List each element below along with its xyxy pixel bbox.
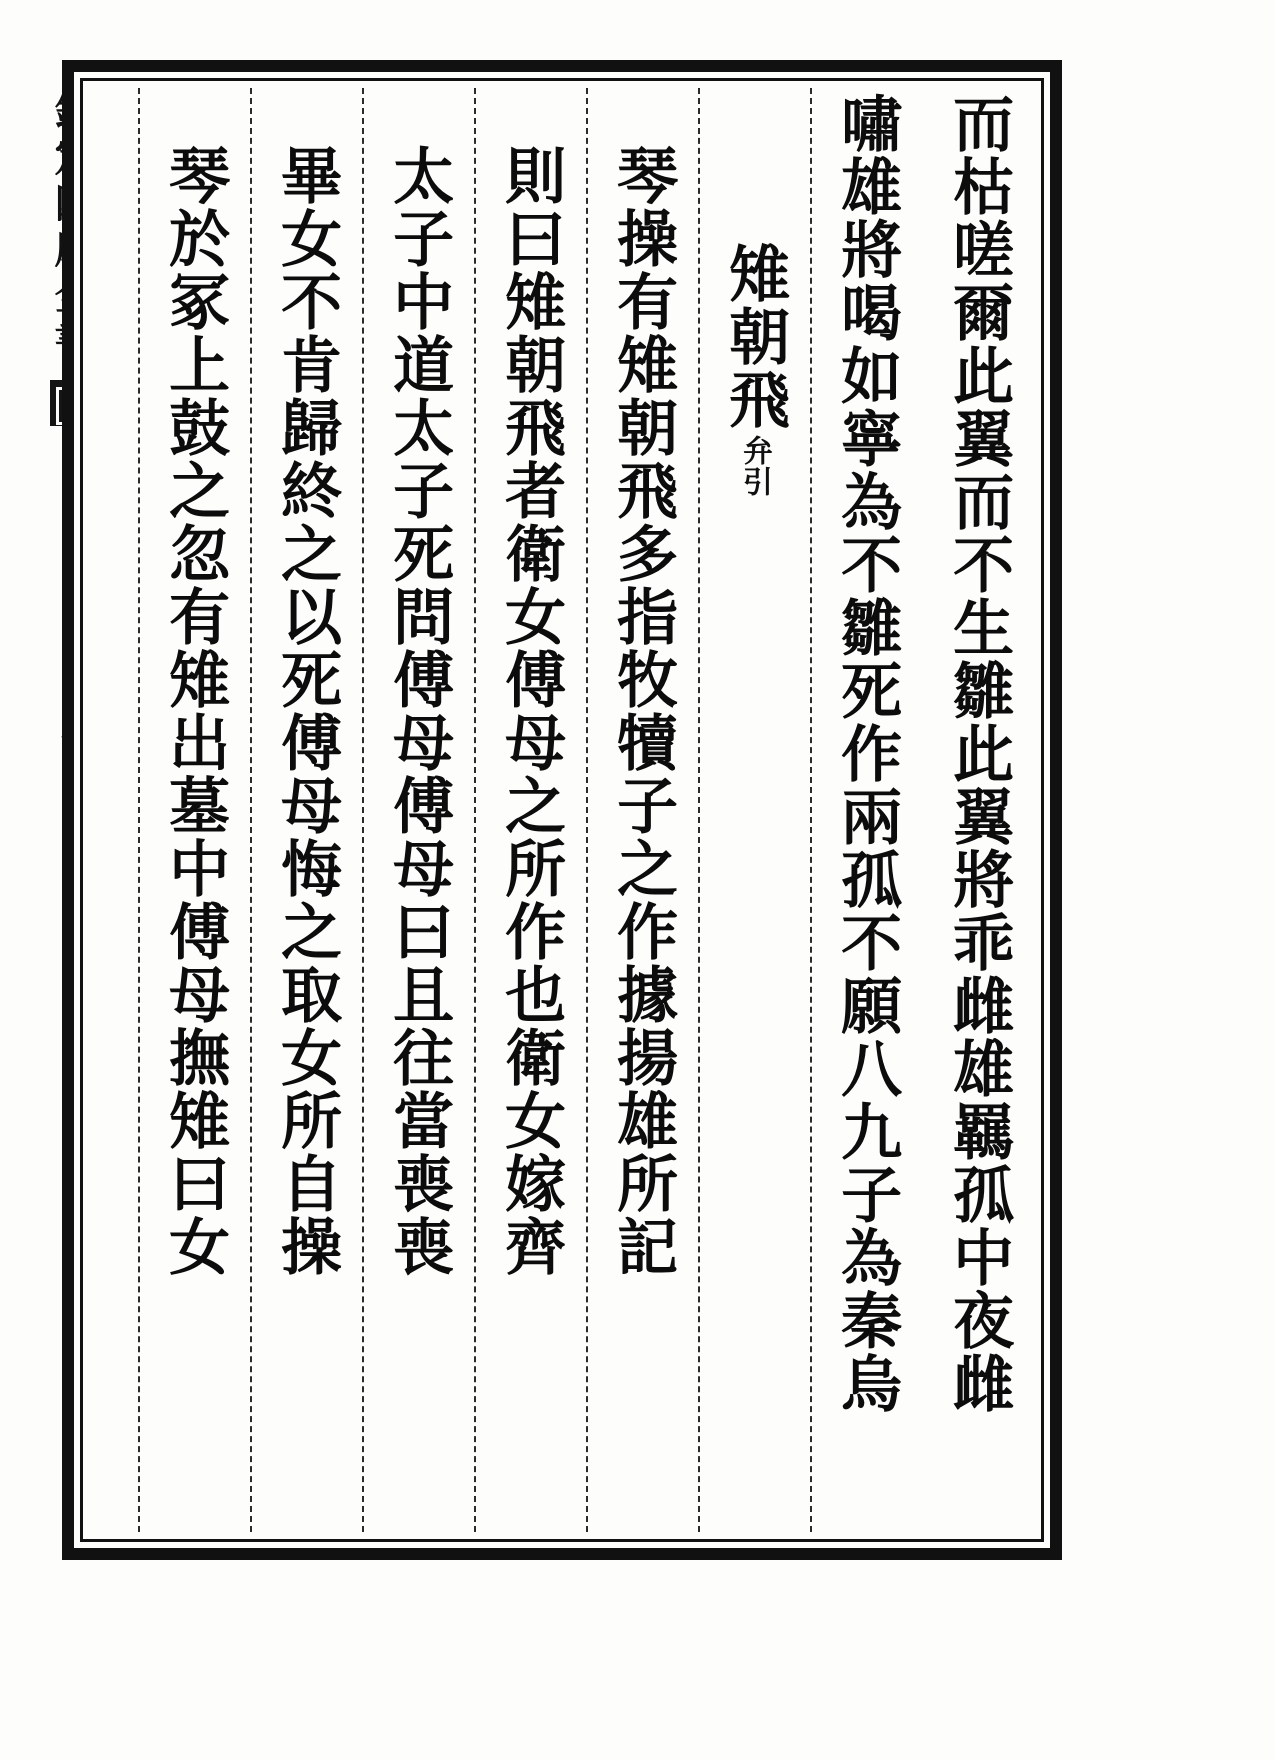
text-block-frame [62,60,1062,1560]
text-column [586,86,698,1534]
text-column [138,86,250,1534]
text-column [250,86,362,1534]
section-subtitle: 弁引 [737,435,772,497]
text-column [474,86,586,1534]
column-container [90,86,1034,1534]
text-column [362,86,474,1534]
column-text: 琴操有雉朝飛多指牧犢子之作據揚雄所記 [607,144,679,1278]
column-text: 而枯嗟爾此翼而不生雛此翼將乖雌雄羈孤中夜雌 [943,92,1015,1415]
column-text: 則曰雉朝飛者衛女傅母之所作也衛女嫁齊 [495,144,567,1278]
column-text: 琴於冢上鼓之忽有雉出墓中傅母撫雉曰女 [159,144,231,1278]
column-text: 畢女不肯歸終之以死傅母悔之取女所自操 [271,144,343,1278]
section-title: 雉朝飛 [719,242,791,431]
section-heading-column [698,86,810,1534]
column-text: 太子中道太子死問傅母傅母曰且往當喪喪 [383,144,455,1278]
column-text: 嘯雄將喝如寧為不雛死作兩孤不願八九子為秦烏 [831,92,903,1415]
text-column [922,86,1034,1534]
text-column [810,86,922,1534]
